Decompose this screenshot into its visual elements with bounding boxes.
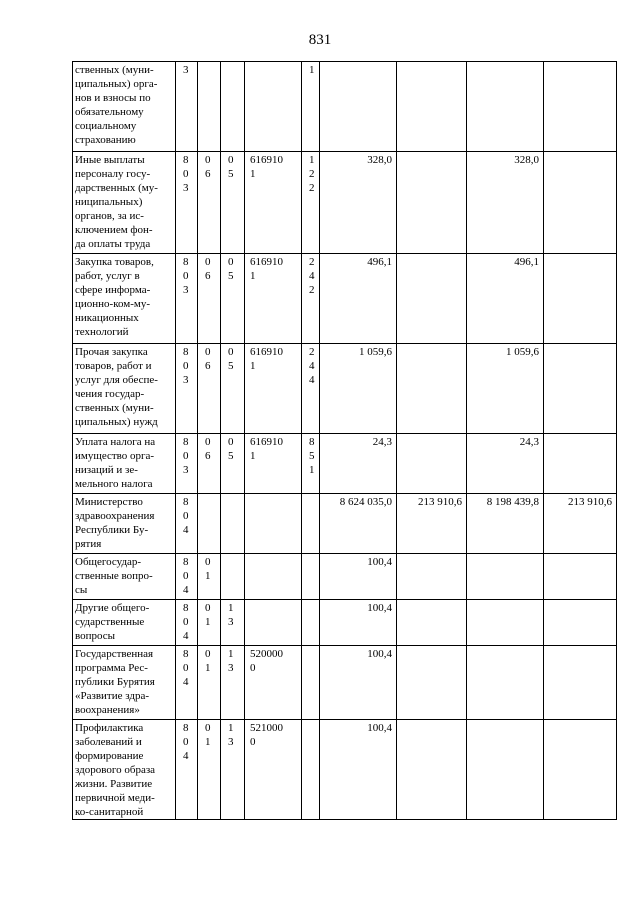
subvention-amount-2-cell	[544, 434, 617, 494]
grbs-code-cell: 8 0 4	[176, 600, 198, 646]
expense-type-cell	[302, 494, 320, 554]
expense-type-cell	[302, 646, 320, 720]
subvention-amount-2-cell: 213 910,6	[544, 494, 617, 554]
amount-2-cell	[467, 600, 544, 646]
subsection-code-cell	[221, 554, 245, 600]
amount-cell: 328,0	[320, 152, 397, 254]
amount-2-cell: 328,0	[467, 152, 544, 254]
table-row	[73, 62, 617, 152]
table-row	[73, 494, 617, 554]
table-body	[73, 62, 617, 820]
grbs-code-cell: 8 0 3	[176, 254, 198, 344]
grbs-code-cell: 8 0 4	[176, 494, 198, 554]
amount-2-cell	[467, 554, 544, 600]
target-article-cell	[245, 62, 302, 152]
expense-type-cell: 2 4 2	[302, 254, 320, 344]
row-name-cell: ственных (муни- ципальных) орга- нов и взносы по обязательному социальному страхованию	[73, 62, 176, 152]
target-article-cell	[245, 554, 302, 600]
row-name-cell: Министерство здравоохранения Республики Бу- рятия	[73, 494, 176, 554]
row-name-cell: Профилактика заболеваний и формирование здорового образа жизни. Развитие первичной меди- ко-санитарной	[73, 720, 176, 820]
amount-2-cell: 8 198 439,8	[467, 494, 544, 554]
table-row	[73, 600, 617, 646]
subsection-code-cell: 1 3	[221, 720, 245, 820]
grbs-code-cell: 8 0 4	[176, 720, 198, 820]
expense-type-cell	[302, 554, 320, 600]
table-row	[73, 152, 617, 254]
subvention-amount-2-cell	[544, 152, 617, 254]
grbs-code-cell: 8 0 4	[176, 554, 198, 600]
target-article-cell	[245, 494, 302, 554]
row-name-cell: Иные выплаты персоналу госу- дарственных (му- ниципальных) органов, за ис- ключением фон- да оплаты труда	[73, 152, 176, 254]
subvention-amount-cell	[397, 62, 467, 152]
amount-2-cell: 24,3	[467, 434, 544, 494]
row-name-cell: Уплата налога на имущество орга- низаций и зе- мельного налога	[73, 434, 176, 494]
row-name-cell: Государственная программа Рес- публики Бурятия «Развитие здра- воохранения»	[73, 646, 176, 720]
target-article-cell: 616910 1	[245, 344, 302, 434]
amount-cell: 24,3	[320, 434, 397, 494]
section-code-cell: 0 1	[198, 600, 221, 646]
subsection-code-cell	[221, 494, 245, 554]
subvention-amount-2-cell	[544, 600, 617, 646]
subvention-amount-2-cell	[544, 344, 617, 434]
expense-type-cell	[302, 720, 320, 820]
expense-type-cell: 2 4 4	[302, 344, 320, 434]
amount-cell: 1 059,6	[320, 344, 397, 434]
subvention-amount-2-cell	[544, 720, 617, 820]
subvention-amount-cell	[397, 554, 467, 600]
section-code-cell: 0 1	[198, 720, 221, 820]
subvention-amount-cell	[397, 152, 467, 254]
subvention-amount-2-cell	[544, 646, 617, 720]
amount-cell: 8 624 035,0	[320, 494, 397, 554]
amount-cell: 100,4	[320, 646, 397, 720]
grbs-code-cell: 3	[176, 62, 198, 152]
amount-2-cell	[467, 720, 544, 820]
expense-type-cell: 1	[302, 62, 320, 152]
subvention-amount-cell: 213 910,6	[397, 494, 467, 554]
subvention-amount-cell	[397, 646, 467, 720]
row-name-cell: Общегосудар- ственные вопро- сы	[73, 554, 176, 600]
grbs-code-cell: 8 0 3	[176, 434, 198, 494]
section-code-cell	[198, 62, 221, 152]
amount-cell	[320, 62, 397, 152]
subvention-amount-2-cell	[544, 62, 617, 152]
amount-cell: 496,1	[320, 254, 397, 344]
subvention-amount-cell	[397, 254, 467, 344]
table-row	[73, 344, 617, 434]
expense-type-cell: 1 2 2	[302, 152, 320, 254]
expense-type-cell	[302, 600, 320, 646]
grbs-code-cell: 8 0 4	[176, 646, 198, 720]
subvention-amount-cell	[397, 720, 467, 820]
amount-cell: 100,4	[320, 554, 397, 600]
amount-2-cell	[467, 62, 544, 152]
grbs-code-cell: 8 0 3	[176, 152, 198, 254]
row-name-cell: Другие общего- сударственные вопросы	[73, 600, 176, 646]
amount-2-cell: 1 059,6	[467, 344, 544, 434]
subsection-code-cell: 0 5	[221, 152, 245, 254]
subsection-code-cell: 0 5	[221, 254, 245, 344]
section-code-cell: 0 1	[198, 646, 221, 720]
target-article-cell: 616910 1	[245, 434, 302, 494]
subsection-code-cell: 1 3	[221, 646, 245, 720]
subvention-amount-cell	[397, 434, 467, 494]
section-code-cell	[198, 494, 221, 554]
subvention-amount-2-cell	[544, 254, 617, 344]
section-code-cell: 0 6	[198, 344, 221, 434]
target-article-cell: 616910 1	[245, 254, 302, 344]
table-row	[73, 720, 617, 820]
table-row	[73, 646, 617, 720]
table-row	[73, 434, 617, 494]
subsection-code-cell: 0 5	[221, 344, 245, 434]
amount-cell: 100,4	[320, 600, 397, 646]
target-article-cell: 520000 0	[245, 646, 302, 720]
page-number: 831	[308, 32, 332, 48]
section-code-cell: 0 6	[198, 434, 221, 494]
budget-table	[72, 61, 617, 820]
row-name-cell: Закупка товаров, работ, услуг в сфере информа- ционно-ком-му- никационных технологий	[73, 254, 176, 344]
amount-2-cell	[467, 646, 544, 720]
subvention-amount-cell	[397, 344, 467, 434]
grbs-code-cell: 8 0 3	[176, 344, 198, 434]
section-code-cell: 0 6	[198, 152, 221, 254]
table-row	[73, 254, 617, 344]
expense-type-cell: 8 5 1	[302, 434, 320, 494]
table-row	[73, 554, 617, 600]
amount-cell: 100,4	[320, 720, 397, 820]
amount-2-cell: 496,1	[467, 254, 544, 344]
target-article-cell: 521000 0	[245, 720, 302, 820]
target-article-cell	[245, 600, 302, 646]
subsection-code-cell: 1 3	[221, 600, 245, 646]
subvention-amount-cell	[397, 600, 467, 646]
section-code-cell: 0 1	[198, 554, 221, 600]
target-article-cell: 616910 1	[245, 152, 302, 254]
subsection-code-cell	[221, 62, 245, 152]
row-name-cell: Прочая закупка товаров, работ и услуг для обеспе- чения государ- ственных (муни- ципальных) нужд	[73, 344, 176, 434]
subsection-code-cell: 0 5	[221, 434, 245, 494]
subvention-amount-2-cell	[544, 554, 617, 600]
section-code-cell: 0 6	[198, 254, 221, 344]
